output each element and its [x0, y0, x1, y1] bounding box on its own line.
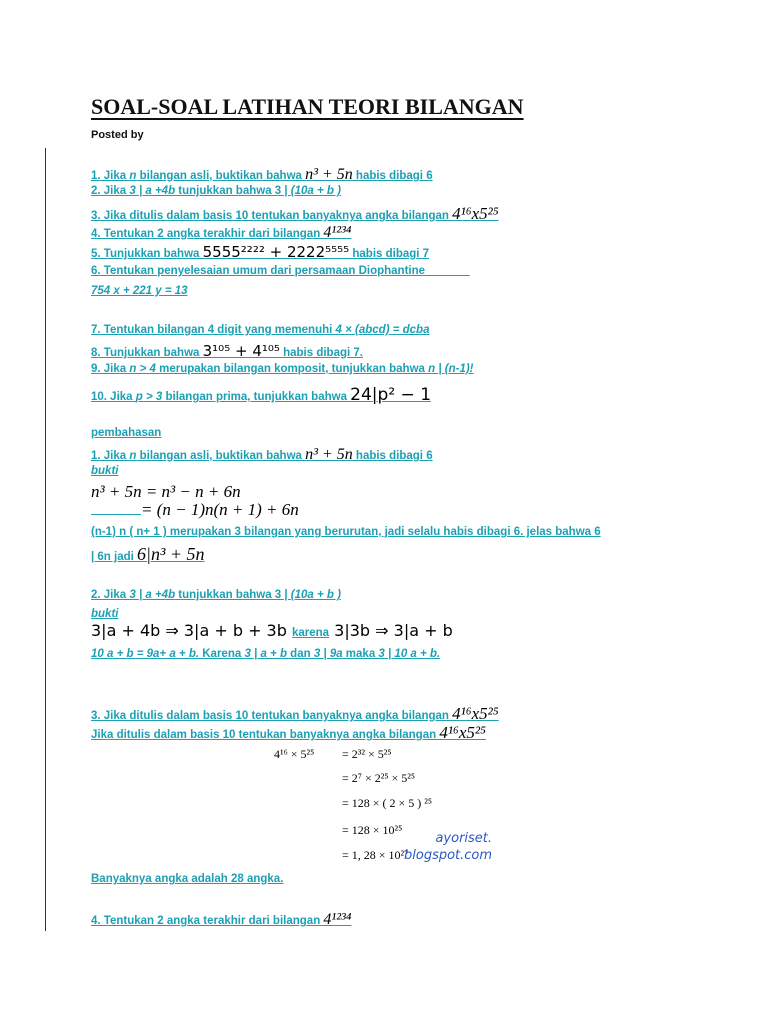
solution-1-conclusion[interactable]: | 6n jadi 6|n³ + 5n — [91, 544, 205, 564]
solution-1-step-1: n³ + 5n = n³ − n + 6n — [91, 482, 241, 501]
solution-3-repeat[interactable]: Jika ditulis dalam basis 10 tentukan banyaknya angka bilangan 4¹⁶x5²⁵ — [91, 723, 486, 742]
question-10[interactable]: 10. Jika p > 3 bilangan prima, tunjukkan bahwa 24|p² − 1 — [91, 385, 432, 405]
page-title: SOAL-SOAL LATIHAN TEORI BILANGAN — [91, 94, 524, 119]
solution-3-step: 4¹⁶ × 5²⁵ = 2³² × 5²⁵ — [274, 747, 392, 761]
solution-1-bukti[interactable]: bukti — [91, 465, 119, 477]
solution-3-answer[interactable]: Banyaknya angka adalah 28 angka. — [91, 873, 284, 885]
margin-rule — [45, 148, 46, 931]
solution-1-explanation[interactable]: (n-1) n ( n+ 1 ) merupakan 3 bilangan yang berurutan, jadi selalu habis dibagi 6. jelas bahwa 6 — [91, 526, 601, 538]
solutions-heading[interactable]: pembahasan — [91, 427, 162, 439]
question-1[interactable]: 1. Jika n bilangan asli, buktikan bahwa n³ + 5n habis dibagi 6 — [91, 166, 433, 183]
solution-1-question[interactable]: 1. Jika n bilangan asli, buktikan bahwa n³ + 5n habis dibagi 6 — [91, 446, 433, 463]
question-6[interactable]: 6. Tentukan penyelesaian umum dari persamaan Diophantine — [91, 265, 426, 277]
solution-2-text[interactable]: 10 a + b = 9a+ a + b. Karena 3 | a + b dan 3 | 9a maka 3 | 10 a + b. — [91, 648, 441, 660]
question-3[interactable]: 3. Jika ditulis dalam basis 10 tentukan banyaknya angka bilangan 4¹⁶x5²⁵ — [91, 204, 499, 223]
watermark: ayoriset. blogspot.com — [404, 831, 493, 863]
question-7[interactable]: 7. Tentukan bilangan 4 digit yang memenuhi 4 × (abcd) = dcba — [91, 324, 430, 336]
question-5[interactable]: 5. Tunjukkan bahwa 5555²²²² + 2222⁵⁵⁵⁵ habis dibagi 7 — [91, 243, 430, 261]
solution-2-bukti[interactable]: bukti — [91, 608, 119, 620]
question-6-equation[interactable]: 754 x + 221 y = 13 — [91, 285, 188, 297]
solution-2-proof: 3|a + 4b ⇒ 3|a + b + 3b karena 3|3b ⇒ 3|a + b — [91, 621, 453, 640]
question-2[interactable]: 2. Jika 3 | a +4b tunjukkan bahwa 3 | (10a + b ) — [91, 185, 341, 197]
solution-1-step-2: = (n − 1)n(n + 1) + 6n — [91, 500, 299, 520]
solution-4-question[interactable]: 4. Tentukan 2 angka terakhir dari bilangan 4¹²³⁴ — [91, 911, 352, 928]
question-4[interactable]: 4. Tentukan 2 angka terakhir dari bilangan 4¹²³⁴ — [91, 224, 352, 241]
solution-3-question[interactable]: 3. Jika ditulis dalam basis 10 tentukan banyaknya angka bilangan 4¹⁶x5²⁵ — [91, 704, 499, 723]
solution-2-question[interactable]: 2. Jika 3 | a +4b tunjukkan bahwa 3 | (10a + b ) — [91, 589, 341, 601]
posted-by: Posted by — [91, 129, 144, 141]
question-9[interactable]: 9. Jika n > 4 merupakan bilangan komposit, tunjukkan bahwa n | (n-1)! — [91, 363, 474, 375]
question-8[interactable]: 8. Tunjukkan bahwa 3¹⁰⁵ + 4¹⁰⁵ habis dibagi 7. — [91, 342, 363, 360]
